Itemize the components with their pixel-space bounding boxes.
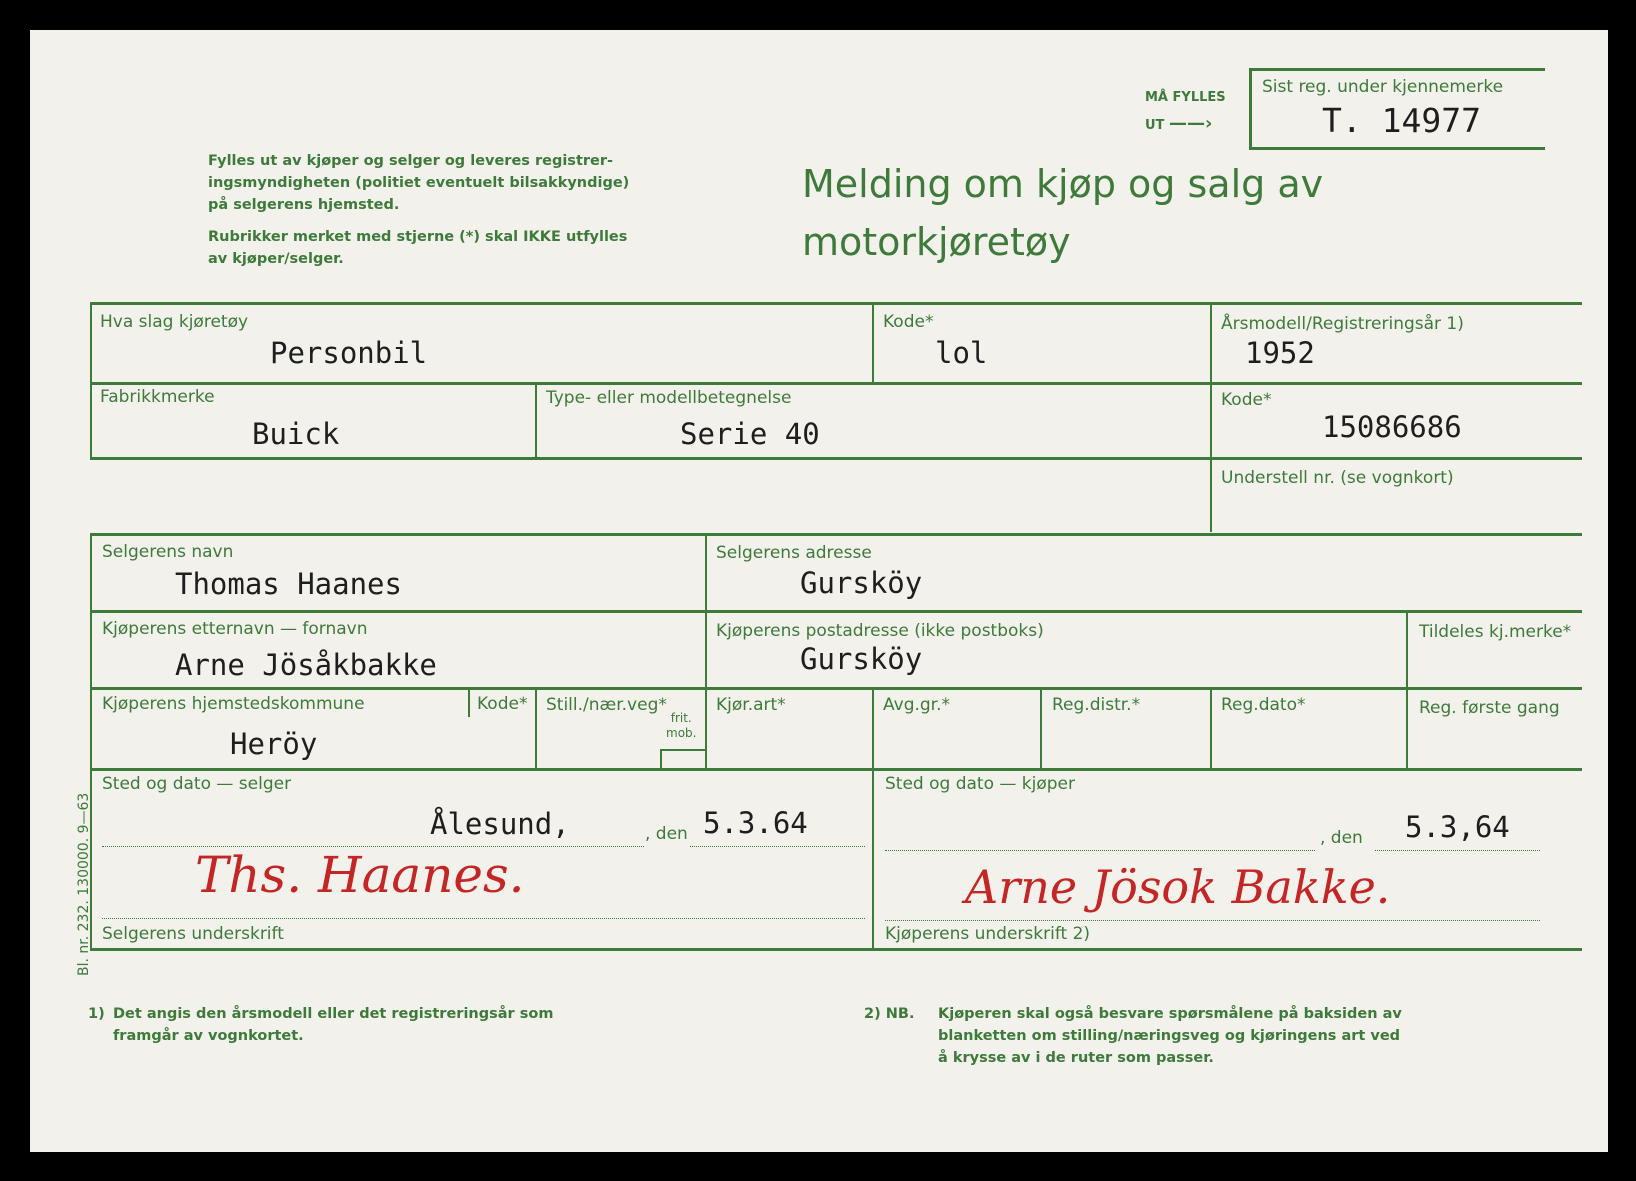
divider	[90, 533, 1582, 536]
divider	[1210, 302, 1212, 532]
buyer-postal-value: Gursköy	[800, 642, 923, 676]
buyer-signature-line	[885, 920, 1540, 921]
avggr-label: Avg.gr.*	[883, 695, 951, 715]
instructions-block-1	[208, 150, 708, 216]
divider	[872, 768, 874, 950]
ma-fylles-ut	[1145, 90, 1245, 134]
instructions-block-2	[208, 226, 708, 270]
footnote-line: framgår av vognkortet.	[113, 1028, 304, 1044]
footnote-1	[113, 1003, 633, 1047]
divider	[90, 382, 1582, 385]
form-title	[802, 155, 1323, 271]
buyer-signature-label: Kjøperens underskrift 2)	[885, 924, 1091, 944]
form-title-line1: Melding om kjøp og salg av	[802, 162, 1324, 206]
instructions-line: Rubrikker merket med stjerne (*) skal IKKE utfylles	[208, 229, 628, 245]
divider	[90, 687, 1582, 690]
vehicle-type-value: Personbil	[270, 336, 428, 370]
divider	[1210, 687, 1212, 770]
divider	[90, 768, 1582, 771]
vehicle-type-label: Hva slag kjøretøy	[100, 312, 249, 332]
seller-signature: Ths. Haanes.	[195, 846, 525, 904]
divider	[90, 302, 1582, 305]
divider	[90, 457, 1582, 460]
seller-date-line	[690, 846, 865, 847]
make-label: Fabrikkmerke	[100, 387, 215, 407]
kjorart-label: Kjør.art*	[716, 695, 786, 715]
seller-signature-line	[102, 918, 865, 919]
divider	[90, 610, 1582, 613]
footnote-line: Det angis den årsmodell eller det registreringsår som	[113, 1006, 554, 1022]
make-value: Buick	[252, 417, 340, 451]
buyer-den-label: , den	[1320, 828, 1363, 848]
seller-date-value: 5.3.64	[703, 806, 808, 840]
chassis-label: Understell nr. (se vognkort)	[1221, 468, 1454, 488]
mob-label: mob.	[666, 726, 697, 740]
buyer-date-line	[1375, 850, 1540, 851]
divider	[535, 687, 537, 770]
buyer-date-line	[885, 850, 1315, 851]
divider	[1040, 687, 1042, 770]
model-value: Serie 40	[680, 417, 820, 451]
footnote-2	[938, 1003, 1458, 1069]
regdistr-label: Reg.distr.*	[1052, 695, 1141, 715]
last-registration-value: T. 14977	[1322, 101, 1481, 140]
code2-value: 15086686	[1322, 410, 1462, 444]
frit-label: frit.	[670, 711, 692, 725]
divider	[90, 948, 1582, 951]
model-label: Type- eller modellbetegnelse	[546, 388, 792, 408]
divider	[705, 533, 707, 770]
seller-address-label: Selgerens adresse	[716, 543, 872, 563]
seller-den-label: , den	[645, 824, 688, 844]
buyer-signature: Arne Jösok Bakke.	[965, 860, 1391, 914]
seller-signature-label: Selgerens underskrift	[102, 924, 284, 944]
divider	[90, 302, 92, 460]
seller-place-value: Ålesund,	[430, 807, 570, 841]
last-registration-label: Sist reg. under kjennemerke	[1262, 77, 1504, 97]
footnote-line: Kjøperen skal også besvare spørsmålene på baksiden av	[938, 1006, 1402, 1022]
divider	[872, 302, 874, 384]
instructions-line: på selgerens hjemsted.	[208, 197, 400, 213]
stilling-label: Still./nær.veg*	[546, 695, 667, 715]
seller-place-date-label: Sted og dato — selger	[102, 774, 292, 794]
buyer-name-label: Kjøperens etternavn — fornavn	[102, 619, 368, 639]
divider	[1406, 610, 1408, 770]
vehicle-code-label: Kode*	[883, 312, 934, 332]
plate-assigned-label: Tildeles kj.merke*	[1419, 622, 1572, 642]
footnote-line: blanketten om stilling/næringsveg og kjøringens art ved	[938, 1028, 1401, 1044]
year-value: 1952	[1245, 336, 1315, 370]
municipality-label: Kjøperens hjemstedskommune	[102, 694, 365, 714]
instructions-line: Fylles ut av kjøper og selger og leveres registrer-	[208, 153, 614, 169]
frit-mob-box	[660, 749, 706, 769]
buyer-name-value: Arne Jösåkbakke	[175, 648, 437, 682]
divider	[468, 687, 470, 717]
form-number-text: Bl. nr. 232. 130000. 9—63	[76, 792, 92, 976]
buyer-date-value: 5.3,64	[1405, 810, 1510, 844]
footnote-line: å krysse av i de ruter som passer.	[938, 1050, 1214, 1066]
ma-fylles-line2: UT	[1145, 118, 1165, 133]
instructions-line: ingsmyndigheten (politiet eventuelt bilsakkyndige)	[208, 175, 630, 191]
seller-address-value: Gursköy	[800, 566, 923, 600]
seller-name-value: Thomas Haanes	[175, 567, 402, 601]
form-paper	[30, 30, 1608, 1152]
arrow-right-icon: ——›	[1168, 113, 1213, 134]
divider	[872, 687, 874, 770]
instructions-line: av kjøper/selger.	[208, 251, 344, 267]
footnote-2-number: 2) NB.	[864, 1006, 915, 1022]
buyer-postal-label: Kjøperens postadresse (ikke postboks)	[716, 621, 1044, 641]
form-title-line2: motorkjøretøy	[802, 220, 1071, 264]
buyer-place-date-label: Sted og dato — kjøper	[885, 774, 1075, 794]
last-registration-box	[1249, 68, 1545, 150]
footnote-1-number: 1)	[88, 1006, 105, 1022]
divider	[535, 382, 537, 460]
seller-name-label: Selgerens navn	[102, 542, 234, 562]
year-label: Årsmodell/Registreringsår 1)	[1221, 314, 1464, 334]
frit-mob-label	[666, 711, 696, 741]
code2-label: Kode*	[1221, 390, 1272, 410]
ma-fylles-line1: MÅ FYLLES	[1145, 90, 1226, 105]
reg-first-label: Reg. første gang	[1419, 698, 1560, 718]
municipality-value: Heröy	[230, 727, 318, 761]
municipality-code-label: Kode*	[477, 694, 528, 714]
vehicle-code-value: lol	[935, 336, 988, 370]
regdato-label: Reg.dato*	[1221, 695, 1306, 715]
